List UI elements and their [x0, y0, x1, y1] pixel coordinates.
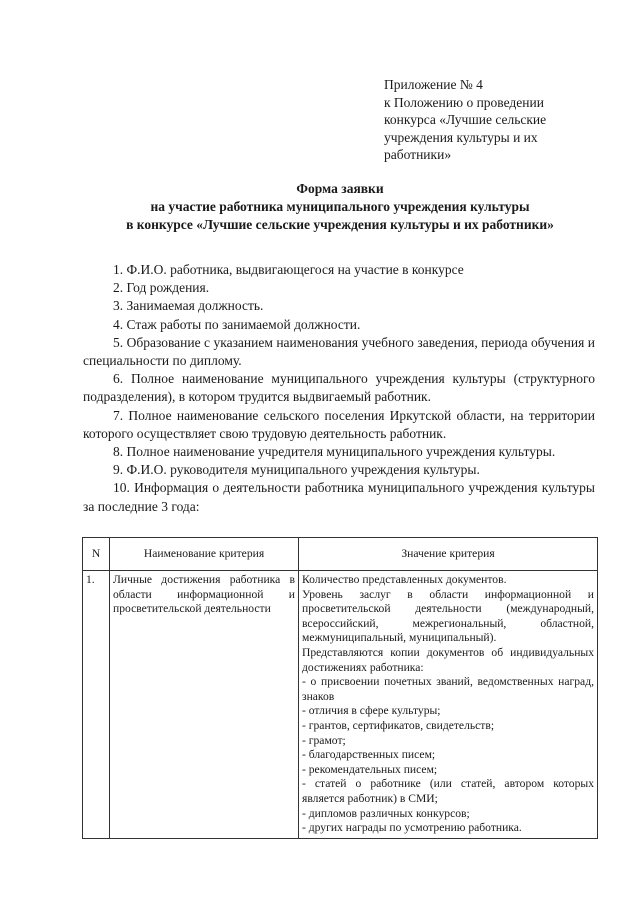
- appendix-line: конкурса «Лучшие сельские: [384, 112, 547, 127]
- item-1: 1. Ф.И.О. работника, выдвигающегося на участие в конкурсе: [113, 262, 464, 277]
- form-title-line: Форма заявки: [296, 181, 384, 196]
- form-title-line: на участие работника муниципального учреждения культуры: [150, 199, 530, 214]
- item-4: 4. Стаж работы по занимаемой должности.: [113, 316, 361, 332]
- value-line: Уровень заслуг в области информационной и просветительской деятельности (международный, всероссийский, межрегиональный, областной, межмуниципальный, муниципальный).: [302, 587, 594, 645]
- item-6: 6. Полное наименование муниципального учреждения культуры (структурного подразделения), в котором трудится выдвигаемый работник.: [83, 371, 595, 405]
- appendix-header: [384, 76, 584, 164]
- value-line: - рекомендательных писем;: [302, 762, 438, 776]
- item-7: 7. Полное наименование сельского поселения Иркутской области, на территории которого осуществляет свою трудовую деятельность работник.: [83, 407, 595, 441]
- header-value: Значение критерия: [299, 538, 598, 571]
- form-title: [60, 180, 620, 234]
- item-2: 2. Год рождения.: [113, 280, 210, 296]
- item-3: 3. Занимаемая должность.: [113, 298, 264, 314]
- criteria-table: [82, 537, 598, 839]
- criterion-name: Личные достижения работника в области информационной и просветительской деятельности: [110, 571, 299, 839]
- value-line: Количество представленных документов.: [302, 573, 507, 586]
- criterion-values: [299, 571, 598, 839]
- appendix-line: Приложение № 4: [384, 77, 483, 92]
- value-line: - о присвоении почетных званий, ведомственных наград, знаков: [302, 675, 594, 703]
- header-number: N: [83, 538, 110, 571]
- value-line: - благодарственных писем;: [302, 748, 436, 762]
- appendix-line: учреждения культуры и их: [384, 129, 538, 145]
- value-line: - других награды по усмотрению работника.: [302, 821, 522, 835]
- value-line: - грантов, сертификатов, свидетельств;: [302, 718, 495, 732]
- value-line: - отличия в сфере культуры;: [302, 704, 441, 718]
- row-number: 1.: [83, 571, 110, 839]
- table-row: [83, 571, 598, 839]
- item-5: 5. Образование с указанием наименования учебного заведения, периода обучения и специальности по диплому.: [83, 334, 595, 369]
- form-title-line: в конкурсе «Лучшие сельские учреждения культуры и их работники»: [126, 217, 554, 232]
- appendix-line: работники»: [384, 147, 452, 162]
- header-criterion: Наименование критерия: [110, 538, 299, 571]
- item-8: 8. Полное наименование учредителя муниципального учреждения культуры.: [113, 444, 556, 460]
- value-line: - грамот;: [302, 733, 346, 747]
- value-line: - статей о работнике (или статей, автором которых является работник) в СМИ;: [302, 777, 594, 805]
- item-10: 10. Информация о деятельности работника муниципального учреждения культуры за последние 3 года:: [83, 480, 595, 514]
- application-items: [83, 261, 595, 516]
- value-line: - дипломов различных конкурсов;: [302, 806, 470, 820]
- appendix-line: к Положению о проведении: [384, 94, 544, 110]
- table-header-row: [83, 538, 598, 571]
- item-9: 9. Ф.И.О. руководителя муниципального учреждения культуры.: [113, 462, 480, 478]
- value-line: Представляются копии документов об индивидуальных достижениях работника:: [302, 645, 594, 674]
